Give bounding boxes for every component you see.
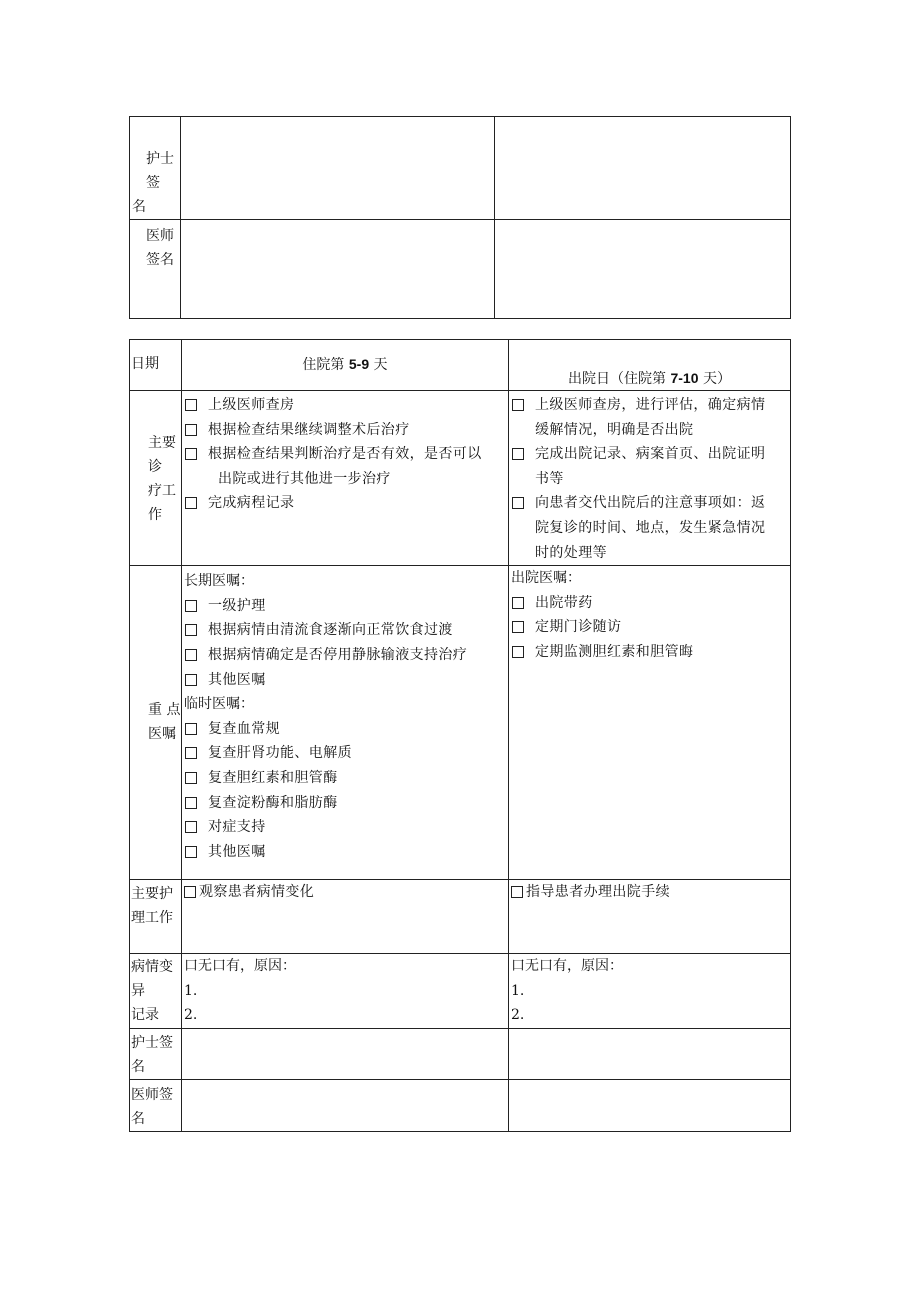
orders-left-cell [182,566,509,880]
doctor-sign-label-line2: 签名 [146,252,174,268]
checklist-item[interactable] [509,491,790,565]
item-text: 出院带药 [535,594,593,611]
checklist-item[interactable] [509,591,790,616]
doctor-sign-right-cell[interactable] [495,220,791,319]
item-text-cont: 时的处理等 [535,544,607,561]
item-text: 观察患者病情变化 [199,884,315,901]
checklist-item[interactable] [182,442,508,491]
doctor-sign-left-cell[interactable] [181,220,495,319]
nursing-right-cell [509,880,791,954]
variance-reason-2[interactable]: 2. [511,1007,525,1024]
variance-label-line3: 记录 [131,1007,159,1024]
nursing-left-cell [182,880,509,954]
item-text: 复查胆红素和胆管酶 [208,769,338,786]
nurse-sign2-label-line1: 护士签 [131,1034,173,1051]
checkbox[interactable] [185,747,197,759]
header-right-cell [509,340,791,391]
nurse-sign2-left-cell[interactable] [182,1028,509,1079]
checkbox[interactable] [185,846,197,858]
doctor-sign-label-cell-2 [130,1079,182,1131]
checkbox[interactable] [185,448,197,460]
header-right [509,340,790,390]
checkbox[interactable] [185,399,197,411]
checkbox[interactable] [185,624,197,636]
checkbox[interactable] [185,772,197,784]
checklist-item[interactable] [182,491,508,516]
nurse-sign-label-line2: 签 [146,175,160,191]
nurse-sign-label-cell-2 [130,1028,182,1079]
variance-reason-1[interactable]: 1. [184,982,198,999]
checklist-item[interactable] [182,717,508,742]
checklist-item[interactable] [509,880,790,905]
nurse-sign-label-cell [130,117,181,220]
item-text: 根据病情由清流食逐渐向正常饮食过渡 [208,622,453,639]
variance-status[interactable]: 口无口有，原因： [184,958,296,975]
doctor-sign2-right-cell[interactable] [509,1079,791,1131]
checkbox[interactable] [185,797,197,809]
variance-reason-2[interactable]: 2. [184,1007,198,1024]
variance-left-cell [182,954,509,1029]
checkbox[interactable] [185,821,197,833]
item-text-cont: 缓解情况，明确是否出院 [535,421,694,438]
clinical-pathway-table [129,339,791,1132]
doctor-sign2-label-line2: 名 [131,1110,145,1127]
nurse-sign-right-cell[interactable] [495,117,791,220]
variance-right-cell [509,954,791,1029]
checklist-item[interactable] [182,815,508,840]
variance-reason-1[interactable]: 1. [511,982,525,999]
item-text: 复查血常规 [208,720,280,737]
item-text: 完成出院记录、病案首页、出院证明 [535,446,766,463]
item-text-cont: 出院或进行其他进一步治疗 [218,470,391,487]
checkbox[interactable] [185,497,197,509]
main-treatment-label-line1: 主要 [148,435,176,451]
item-text: 其他医嘱 [208,671,266,688]
checklist-item[interactable] [182,766,508,791]
date-label: 日期 [131,356,159,372]
long-term-label: 长期医嘱： [184,573,254,590]
header-left-cell [182,340,509,391]
checkbox[interactable] [185,424,197,436]
main-treatment-label-line3: 疗工 [148,483,176,499]
header-left-num: 5-9 [348,356,370,372]
doctor-sign2-label-line1: 医师签 [131,1086,173,1103]
doctor-sign2-left-cell[interactable] [182,1079,509,1131]
checklist-item[interactable] [182,668,508,693]
temp-label: 临时医嘱： [184,696,254,713]
checkbox[interactable] [512,448,524,460]
header-right-num: 7-10 [670,370,699,386]
nurse-sign-left-cell[interactable] [181,117,495,220]
item-text: 上级医师查房，进行评估，确定病情 [535,397,766,413]
nursing-label-line2: 理工作 [131,910,173,927]
checklist-item[interactable] [182,393,508,418]
header-left [182,340,508,376]
checklist-item[interactable] [509,640,790,665]
item-text: 上级医师查房 [208,397,295,413]
orders-right-cell [509,566,791,880]
checkbox[interactable] [184,886,196,898]
checklist-item[interactable] [182,418,508,443]
variance-label-line2: 异 [131,983,145,1000]
date-label-cell [130,340,182,391]
main-treatment-left-cell [182,391,509,566]
item-text: 指导患者办理出院手续 [526,884,670,901]
orders-label-line1: 重 点 [148,702,181,719]
checkbox[interactable] [511,886,523,898]
checklist-item[interactable] [509,393,790,442]
checklist-item[interactable] [182,791,508,816]
signature-table-top [129,116,791,319]
item-text: 向患者交代出院后的注意事项如：返 [535,495,766,512]
header-left-pre: 住院第 [302,357,349,373]
checklist-item[interactable] [509,615,790,640]
header-right-post: 天） [698,371,731,387]
nurse-sign-label-line1: 护士 [146,151,174,167]
checklist-item[interactable] [182,618,508,643]
item-text: 复查肝肾功能、电解质 [208,745,352,762]
item-text: 对症支持 [208,819,266,836]
checklist-item[interactable] [182,840,508,865]
checklist-item[interactable] [182,594,508,619]
doctor-sign-label-cell [130,220,181,319]
nurse-sign2-label-line2: 名 [131,1058,145,1075]
nursing-label-cell [130,880,182,954]
item-text: 根据病情确定是否停用静脉输液支持治疗 [208,646,468,663]
item-text: 根据检查结果继续调整术后治疗 [208,421,410,438]
item-text: 根据检查结果判断治疗是否有效，是否可以 [208,446,482,463]
checklist-item[interactable] [182,880,508,905]
nurse-sign-label-line3: 名 [132,199,146,215]
checkbox[interactable] [512,497,524,509]
discharge-orders-label: 出院医嘱： [511,570,581,587]
item-text: 完成病程记录 [208,495,295,512]
orders-label-line2: 医嘱 [148,726,176,743]
item-text: 定期监测胆红素和胆管晦 [535,643,694,660]
item-text-cont: 书等 [535,470,564,487]
item-text: 一级护理 [208,597,266,614]
item-text-cont: 院复诊的时间、地点，发生紧急情况 [535,519,766,536]
orders-label-cell [130,566,182,880]
item-text: 定期门诊随访 [535,619,622,636]
main-treatment-right-cell [509,391,791,566]
checkbox[interactable] [512,597,524,609]
checkbox[interactable] [185,723,197,735]
checklist-item[interactable] [509,442,790,491]
variance-label-cell [130,954,182,1029]
checkbox[interactable] [185,649,197,661]
main-treatment-label-cell [130,391,182,566]
checkbox[interactable] [512,621,524,633]
variance-status[interactable]: 口无口有，原因： [511,958,623,975]
checklist-item[interactable] [182,741,508,766]
doctor-sign-label-line1: 医师 [146,228,174,244]
checkbox[interactable] [512,399,524,411]
nurse-sign2-right-cell[interactable] [509,1028,791,1079]
checkbox[interactable] [512,646,524,658]
nursing-label-line1: 主要护 [131,886,173,903]
header-left-post: 天 [369,357,388,373]
item-text: 复查淀粉酶和脂肪酶 [208,794,338,811]
header-right-pre: 出院日（住院第 [568,371,671,387]
checkbox[interactable] [185,674,197,686]
checkbox[interactable] [185,600,197,612]
variance-label-line1: 病情变 [131,959,173,976]
item-text: 其他医嘱 [208,843,266,860]
checklist-item[interactable] [182,643,508,668]
main-treatment-label-line2: 诊 [148,459,162,475]
main-treatment-label-line4: 作 [148,507,162,523]
